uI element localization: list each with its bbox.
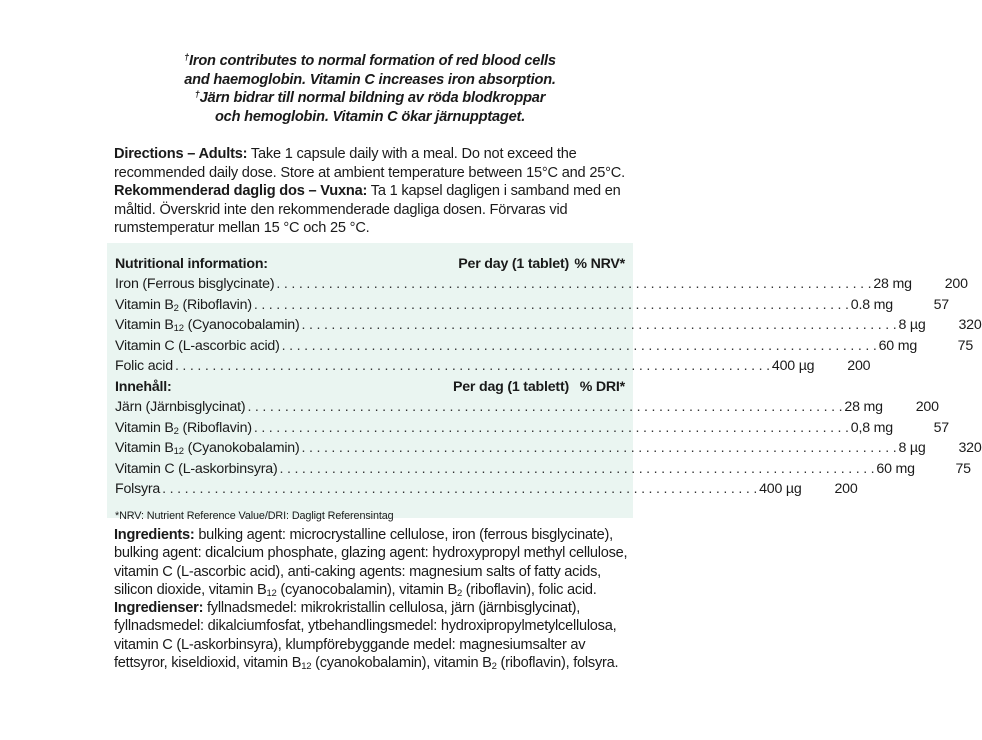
- dot-leader: . . . . . . . . . . . . . . . . . . . . . . . . . . . . . . . . . . . . . . . . . . . . . . . . . . . . . . . . . . . . . . . . . . . . . . . . . . . . . . . .: [174, 358, 770, 374]
- claim-line: [0, 71, 740, 90]
- nutrient-amount: 8 µg: [898, 440, 926, 456]
- directions-text-sv: Ta 1 kapsel dagligen i samband med en måltid. Överskrid inte den rekommenderade dagliga dosen. Förvaras vid rumstemperatur mellan 15 °C och 25 °C.: [114, 183, 621, 237]
- claim-text: and haemoglobin. Vitamin C increases iron absorption.: [184, 71, 556, 88]
- nutrient-row: [115, 313, 982, 334]
- dot-leader: . . . . . . . . . . . . . . . . . . . . . . . . . . . . . . . . . . . . . . . . . . . . . . . . . . . . . . . . . . . . . . . . . . . . . . . . . . . . . . . .: [301, 317, 897, 333]
- directions-heading-sv: Rekommenderad daglig dos – Vuxna:: [114, 183, 368, 200]
- nutrient-row: [115, 272, 968, 293]
- directions-text-en: Take 1 capsule daily with a meal. Do not exceed the recommended daily dose. Store at ambient temperature between 15°C and 25°C.: [114, 146, 625, 181]
- nutrient-pct: 200: [944, 276, 968, 292]
- ingredients-heading-en: Ingredients:: [114, 527, 195, 543]
- ingredients-heading-sv: Ingredienser:: [114, 600, 204, 617]
- header-pct: % DRI*: [579, 378, 625, 395]
- nutrition-footnote: *NRV: Nutrient Reference Value/DRI: Dagligt Referensintag: [115, 510, 394, 522]
- nutrient-row: [115, 354, 871, 375]
- nutrient-pct: 200: [834, 481, 858, 497]
- nutrient-pct: 320: [958, 317, 982, 333]
- nutrient-label: Vitamin $B_2$ (Riboflavin): [115, 296, 252, 314]
- nutrient-amount: 28 mg: [873, 276, 912, 292]
- dot-leader: . . . . . . . . . . . . . . . . . . . . . . . . . . . . . . . . . . . . . . . . . . . . . . . . . . . . . . . . . . . . . . . . . . . . . . . . . . . . . . . .: [247, 399, 843, 415]
- nutrient-pct: 200: [847, 358, 871, 374]
- nutrient-row: [115, 292, 949, 314]
- nutrition-rows-sv: [115, 395, 982, 498]
- nutrient-row: [115, 395, 939, 416]
- nutrient-label: Järn (Järnbisglycinat): [115, 399, 246, 415]
- nutrient-label: Vitamin $B_{12}$ (Cyanokobalamin): [115, 440, 300, 457]
- header-amount: Per dag (1 tablett): [452, 378, 569, 395]
- header-label: Innehåll:: [115, 378, 172, 395]
- claim-text: Iron contributes to normal formation of red blood cells: [188, 53, 556, 69]
- nutrient-label: Folic acid: [115, 358, 173, 374]
- header-pct: % NRV*: [574, 255, 625, 272]
- claim-line: [0, 108, 740, 127]
- nutrient-amount: 400 µg: [759, 481, 802, 497]
- nutrient-label: Iron (Ferrous bisglycinate): [115, 276, 275, 292]
- nutrient-row: [115, 456, 971, 477]
- nutrient-pct: 200: [915, 399, 939, 415]
- nutrient-row: [115, 333, 974, 354]
- dot-leader: . . . . . . . . . . . . . . . . . . . . . . . . . . . . . . . . . . . . . . . . . . . . . . . . . . . . . . . . . . . . . . . . . . . . . . . . . . . . . . . .: [279, 460, 875, 477]
- nutrient-amount: 0.8 mg: [850, 296, 893, 313]
- ingredients-section: [114, 526, 644, 672]
- nutrient-amount: 0,8 mg: [850, 419, 893, 436]
- ingredients-line: bulking agent: dicalcium phosphate, glazing agent: hydroxypropyl methyl cellulose,: [114, 545, 628, 562]
- header-amount: Per day (1 tablet): [458, 255, 569, 272]
- directions-english: [114, 145, 644, 182]
- nutrient-label: Vitamin $B_2$ (Riboflavin): [115, 419, 252, 437]
- ingredients-line: fettsyror, kiseldioxid, vitamin $B_{12}$ (cyanokobalamin), vitamin $B_2$ (riboflavin), folsyra.: [114, 655, 619, 673]
- ingredients-swedish: [114, 599, 644, 672]
- nutrient-amount: 28 mg: [844, 399, 883, 415]
- nutrient-row: [115, 477, 858, 498]
- health-claims: [0, 52, 740, 126]
- nutrition-header-sv: [115, 374, 625, 395]
- directions-swedish: [114, 182, 644, 238]
- claim-line: [0, 89, 740, 108]
- nutrient-pct: 75: [955, 460, 971, 477]
- dot-leader: . . . . . . . . . . . . . . . . . . . . . . . . . . . . . . . . . . . . . . . . . . . . . . . . . . . . . . . . . . . . . . . . . . . . . . . . . . . . . . . .: [281, 337, 877, 354]
- ingredients-line: vitamin C (L-askorbinsyra), klumpförebyggande medel: magnesiumsalter av: [114, 636, 586, 653]
- nutrient-amount: 8 µg: [898, 317, 926, 333]
- nutrient-pct: 75: [957, 337, 974, 354]
- nutrition-table: [107, 243, 982, 522]
- claim-text: och hemoglobin. Vitamin C ökar järnupptaget.: [214, 108, 526, 125]
- nutrition-header-en: [115, 251, 625, 272]
- nutrition-rows-en: [115, 272, 982, 375]
- dot-leader: . . . . . . . . . . . . . . . . . . . . . . . . . . . . . . . . . . . . . . . . . . . . . . . . . . . . . . . . . . . . . . . . . . . . . . . . . . . . . . . .: [253, 296, 849, 313]
- header-label: Nutritional information:: [115, 255, 268, 272]
- ingredients-line: fyllnadsmedel: dikalciumfosfat, ytbehandlingsmedel: hydroxipropylmetylcellulosa,: [114, 618, 617, 635]
- dot-leader: . . . . . . . . . . . . . . . . . . . . . . . . . . . . . . . . . . . . . . . . . . . . . . . . . . . . . . . . . . . . . . . . . . . . . . . . . . . . . . . .: [162, 481, 758, 497]
- nutrient-pct: 320: [958, 440, 982, 456]
- nutrient-label: Vitamin C (L-askorbinsyra): [115, 460, 278, 477]
- directions-section: [114, 145, 644, 238]
- nutrient-amount: 60 mg: [876, 460, 915, 477]
- nutrient-label: Folsyra: [115, 481, 161, 497]
- nutrient-label: Vitamin $B_{12}$ (Cyanocobalamin): [115, 317, 300, 334]
- nutrient-pct: 57: [933, 296, 949, 313]
- dagger-mark: †: [184, 52, 189, 62]
- nutrient-pct: 57: [933, 419, 949, 436]
- dagger-mark: †: [194, 89, 200, 100]
- nutrient-row: [115, 415, 949, 437]
- nutrient-amount: 60 mg: [878, 337, 918, 354]
- nutrient-row: [115, 436, 982, 457]
- ingredients-english: [114, 526, 644, 599]
- claim-line: [0, 52, 740, 71]
- nutrient-label: Vitamin C (L-ascorbic acid): [115, 337, 280, 354]
- dot-leader: . . . . . . . . . . . . . . . . . . . . . . . . . . . . . . . . . . . . . . . . . . . . . . . . . . . . . . . . . . . . . . . . . . . . . . . . . . . . . . . .: [276, 276, 872, 292]
- ingredients-line: Ingredienser: fyllnadsmedel: mikrokristallin cellulosa, järn (järnbisglycinat),: [114, 600, 581, 617]
- ingredients-line: Ingredients: bulking agent: microcrystalline cellulose, iron (ferrous bisglycinate),: [114, 527, 613, 543]
- claim-text: Järn bidrar till normal bildning av röda blodkroppar: [199, 90, 546, 107]
- ingredients-line: silicon dioxide, vitamin $B_{12}$ (cyanocobalamin), vitamin $B_2$ (riboflavin), folic acid.: [114, 581, 597, 599]
- dot-leader: . . . . . . . . . . . . . . . . . . . . . . . . . . . . . . . . . . . . . . . . . . . . . . . . . . . . . . . . . . . . . . . . . . . . . . . . . . . . . . . .: [301, 440, 897, 456]
- nutrient-amount: 400 µg: [771, 358, 815, 374]
- dot-leader: . . . . . . . . . . . . . . . . . . . . . . . . . . . . . . . . . . . . . . . . . . . . . . . . . . . . . . . . . . . . . . . . . . . . . . . . . . . . . . . .: [253, 419, 849, 436]
- ingredients-line: vitamin C (L-ascorbic acid), anti-caking agents: magnesium salts of fatty acids,: [114, 563, 601, 580]
- directions-heading-en: Directions – Adults:: [114, 146, 248, 162]
